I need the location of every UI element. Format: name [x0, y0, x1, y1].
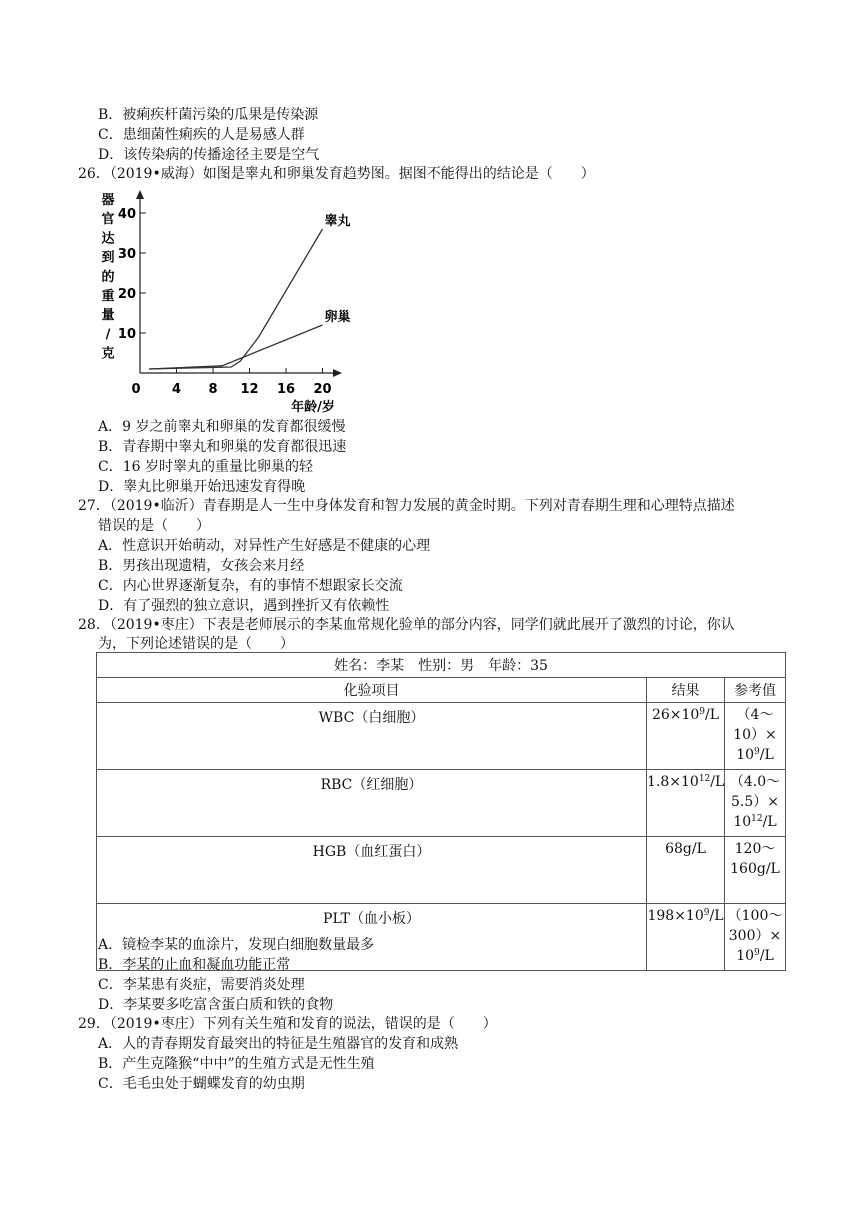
series-line-testis: [149, 229, 322, 369]
table-row: [97, 703, 786, 770]
result-cell: $198\times 10^9/L$: [647, 904, 725, 971]
blood-test-table: [96, 652, 786, 971]
y-axis-label-char: 到: [101, 250, 115, 266]
y-tick-label: 30: [117, 247, 136, 262]
header-result: 结果: [647, 678, 725, 703]
chart-axes: [136, 190, 342, 377]
y-axis-label-char: 器: [101, 193, 115, 208]
q27-option-a: A．性意识开始萌动，对异性产生好感是不健康的心理: [98, 538, 431, 554]
q28-option-a: A．镜检李某的血涂片，发现白细胞数量最多: [98, 937, 375, 953]
q26-stem: 26．（2019•威海）如图是睾丸和卵巢发育趋势图。据图不能得出的结论是（ ）: [78, 166, 595, 182]
y-axis-label-char: /: [105, 327, 111, 343]
y-tick-label: 10: [117, 327, 136, 342]
y-axis-label-char: 达: [101, 231, 115, 247]
patient-info: 姓名：李某 性别：男 年龄：35: [97, 653, 786, 678]
q25-option-d: D．该传染病的传播途径主要是空气: [98, 147, 320, 163]
x-tick-label: 4: [171, 382, 182, 397]
q29-option-a: A．人的青春期发育最突出的特征是生殖器官的发育和成熟: [98, 1036, 459, 1052]
item-cell: WBC（白细胞）: [97, 703, 647, 770]
q26-option-d: D．睾丸比卵巢开始迅速发育得晚: [98, 479, 306, 495]
y-tick-label: 20: [117, 287, 136, 302]
q27-option-d: D．有了强烈的独立意识，遇到挫折又有依赖性: [98, 598, 390, 614]
table-row: [97, 770, 786, 837]
series-line-ovary: [149, 325, 322, 369]
q29-option-c: C．毛毛虫处于蝴蝶发育的幼虫期: [98, 1076, 305, 1092]
q25-option-b: B．被痢疾杆菌污染的瓜果是传染源: [98, 107, 319, 123]
q27-stem-line1: 27．（2019•临沂）青春期是人一生中身体发育和智力发展的黄金时期。下列对青春期生理和心理特点描述: [78, 498, 735, 514]
y-axis-label: [101, 193, 114, 362]
x-axis-arrow: [333, 369, 342, 377]
y-axis-label-char: 的: [101, 269, 115, 285]
reference-cell: （4.0～ 5.5）× $10^{12}/L$: [725, 770, 786, 837]
q27-option-b: B．男孩出现遗精，女孩会来月经: [98, 558, 305, 574]
item-cell: RBC（红细胞）: [97, 770, 647, 837]
q28-option-c: C．李某患有炎症，需要消炎处理: [98, 977, 305, 993]
x-tick-label: 8: [208, 382, 218, 397]
y-axis-label-char: 官: [101, 212, 115, 228]
reference-cell: （100～ 300）× $10^9/L$: [725, 904, 786, 971]
q27-option-c: C．内心世界逐渐复杂，有的事情不想跟家长交流: [98, 578, 403, 594]
q29-option-b: B．产生克隆猴“中中”的生殖方式是无性生殖: [98, 1056, 375, 1072]
q28-stem-line1: 28．（2019•枣庄）下表是老师展示的李某血常规化验单的部分内容，同学们就此展开了激烈的讨论，你认: [78, 617, 735, 633]
q26-option-a: A．9 岁之前睾丸和卵巢的发育都很缓慢: [98, 419, 346, 435]
y-axis-label-char: 量: [101, 308, 115, 324]
result-cell: $1.8\times 10^{12}/L$: [647, 770, 725, 837]
reference-cell: 120～ 160g/L: [725, 837, 786, 904]
q29-stem: 29．（2019•枣庄）下列有关生殖和发育的说法，错误的是（ ）: [78, 1016, 497, 1032]
x-tick-label: 12: [240, 382, 259, 397]
q26-option-c: C．16 岁时睾丸的重量比卵巢的轻: [98, 459, 313, 475]
q28-option-b: B．李某的止血和凝血功能正常: [98, 957, 291, 973]
gonad-development-chart: [92, 186, 352, 420]
q26-option-b: B．青春期中睾丸和卵巢的发育都很迅速: [98, 439, 347, 455]
y-tick-label: 40: [117, 207, 136, 222]
table-row: [97, 837, 786, 904]
series-label: 卵巢: [324, 310, 351, 325]
x-tick-label: 20: [313, 382, 332, 397]
x-axis-label: 年龄/岁: [291, 400, 335, 415]
item-cell: PLT（血小板）: [97, 904, 647, 971]
q25-option-c: C．患细菌性痢疾的人是易感人群: [98, 127, 305, 143]
reference-cell: （4～ 10）× $10^9/L$: [725, 703, 786, 770]
q27-stem-line2: 错误的是（ ）: [98, 518, 210, 534]
x-tick-label: 16: [276, 382, 296, 397]
q28-option-d: D．李某要多吃富含蛋白质和铁的食物: [98, 997, 334, 1013]
y-axis-arrow: [136, 190, 144, 199]
result-cell: 68g/L: [647, 837, 725, 904]
result-cell: $26\times 10^9/L$: [647, 703, 725, 770]
chart-series: [149, 213, 350, 369]
header-reference: 参考值: [725, 678, 786, 703]
y-axis-label-char: 克: [101, 346, 115, 362]
q28-stem-line2: 为，下列论述错误的是（ ）: [98, 636, 294, 652]
header-item: 化验项目: [97, 678, 647, 703]
y-axis-label-char: 重: [101, 289, 115, 304]
item-cell: HGB（血红蛋白）: [97, 837, 647, 904]
x-tick-label: 0: [131, 382, 141, 397]
series-label: 睾丸: [324, 214, 351, 229]
